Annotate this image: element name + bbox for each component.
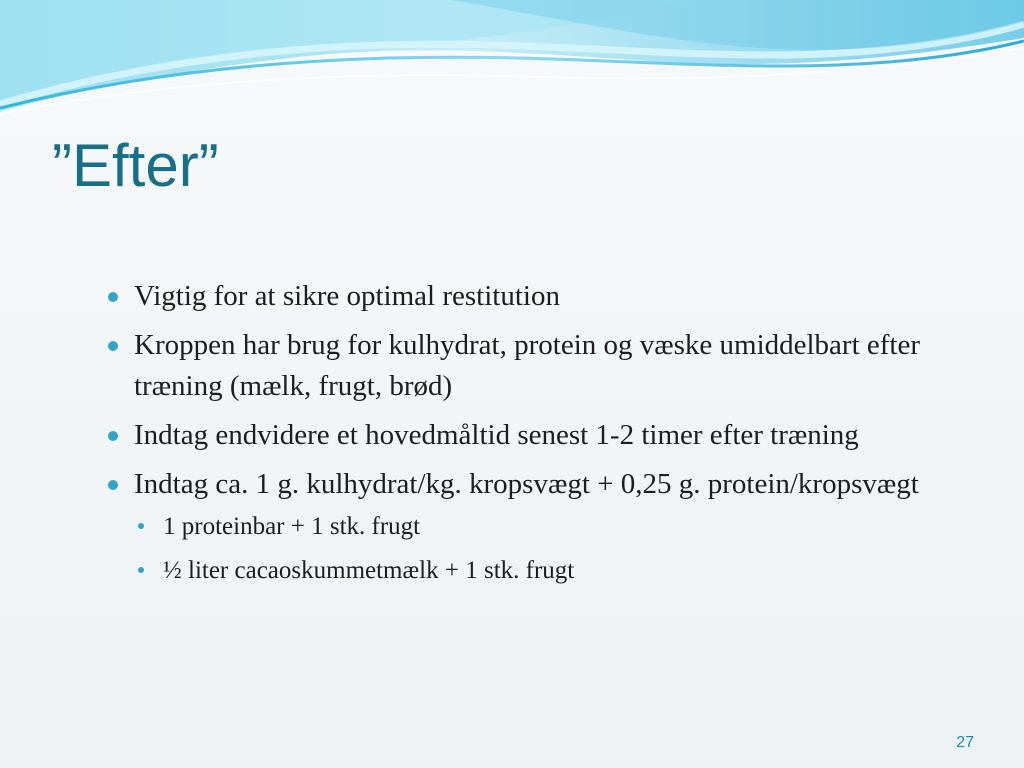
sub-bullet-text: ½ liter cacaoskummetmælk + 1 stk. frugt [163, 557, 575, 584]
slide-content [106, 276, 956, 598]
bullet-dot-icon [108, 341, 118, 351]
bullet-item [106, 415, 956, 456]
page-number: 27 [956, 734, 974, 751]
sub-bullet-list [134, 510, 956, 588]
sub-bullet-item [134, 510, 956, 544]
bullet-dot-icon [108, 480, 118, 490]
sub-bullet-dot-icon [138, 523, 144, 529]
slide-title: ”Efter” [52, 132, 219, 199]
sub-bullet-dot-icon [138, 567, 144, 573]
bullet-item [106, 325, 956, 407]
decorative-wave-header [0, 0, 1024, 120]
sub-bullet-item [134, 554, 956, 588]
bullet-dot-icon [108, 292, 118, 302]
bullet-list [106, 276, 956, 588]
bullet-item [106, 276, 956, 317]
bullet-text: Vigtig for at sikre optimal restitution [134, 280, 560, 312]
bullet-text: Kroppen har brug for kulhydrat, protein og væske umiddelbart efter træning (mælk, frugt, brød) [134, 329, 921, 402]
bullet-text: Indtag endvidere et hovedmåltid senest 1-2 timer efter træning [134, 419, 859, 451]
bullet-item [106, 464, 956, 588]
bullet-text: Indtag ca. 1 g. kulhydrat/kg. kropsvægt + 0,25 g. protein/kropsvægt [134, 468, 919, 500]
sub-bullet-text: 1 proteinbar + 1 stk. frugt [163, 513, 421, 540]
bullet-dot-icon [108, 431, 118, 441]
